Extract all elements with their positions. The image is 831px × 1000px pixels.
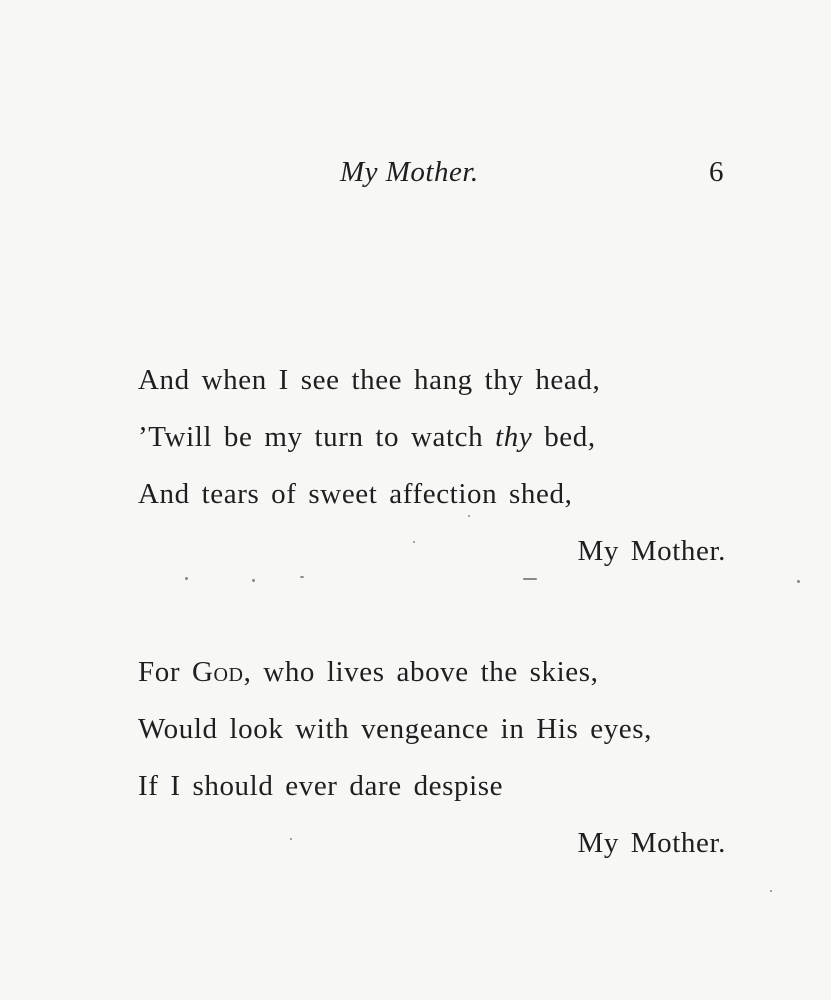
small-caps-word-initial: G: [191, 656, 214, 688]
refrain-line: My Mother.: [577, 827, 726, 859]
poem-line: [138, 644, 728, 701]
poem-line-text: For: [138, 656, 192, 688]
paper-speck: [252, 579, 255, 582]
paper-speck: [797, 580, 800, 583]
poem-line: And tears of sweet affection shed,: [138, 478, 573, 510]
poem-line: [138, 409, 728, 466]
page-number: 6: [709, 156, 724, 188]
poem-line: If I should ever dare despise: [138, 770, 504, 802]
paper-speck: [185, 577, 188, 580]
paper-speck: [300, 576, 304, 578]
small-caps-word-rest: od: [213, 656, 244, 688]
running-title: My Mother.: [340, 156, 479, 188]
emphasized-word: thy: [495, 421, 533, 453]
paper-speck: [770, 890, 772, 892]
paper-speck: [413, 541, 415, 543]
paper-speck: [468, 515, 470, 517]
poem-line: And when I see thee hang thy head,: [138, 364, 601, 396]
poem-line: Would look with vengeance in His eyes,: [138, 713, 652, 745]
paper-speck: [290, 838, 292, 840]
stanza-1: [138, 352, 728, 580]
poem-line-text: , who lives above the skies,: [243, 656, 599, 688]
poem-line-text: bed,: [532, 421, 596, 453]
stanza-2: [138, 644, 728, 872]
refrain-line: My Mother.: [577, 535, 726, 567]
paper-speck: [523, 578, 537, 580]
poem-line-text: ’Twill be my turn to watch: [138, 421, 496, 453]
